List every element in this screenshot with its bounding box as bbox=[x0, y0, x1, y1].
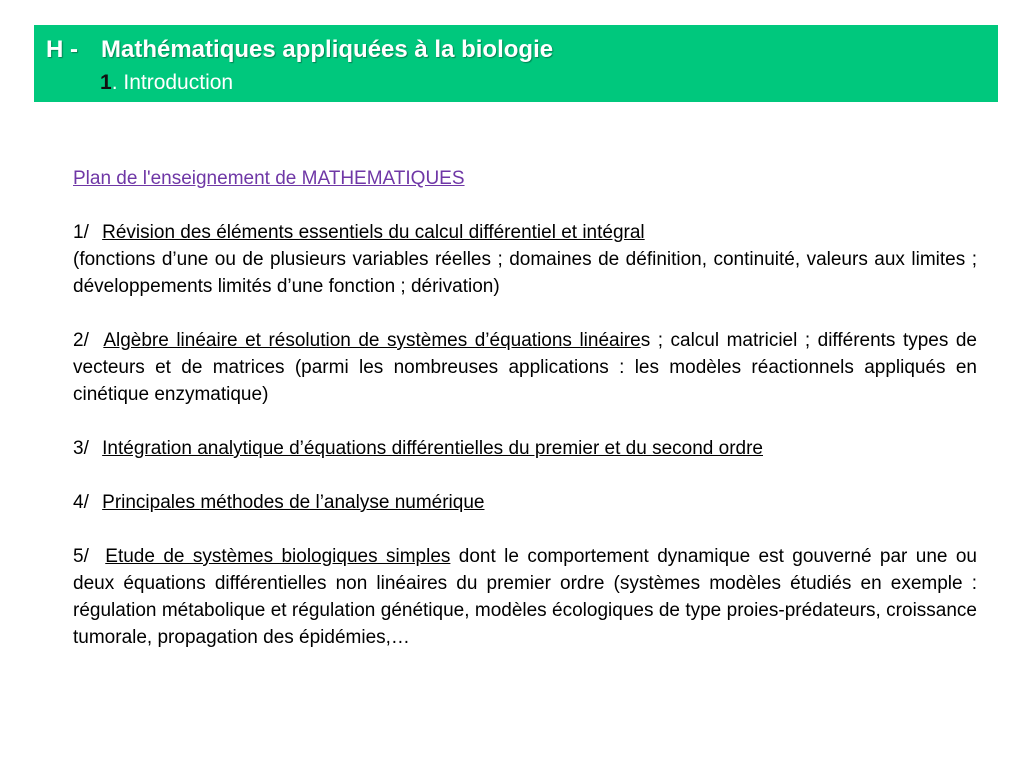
item-text: dont le comportement dynamique est gouverné par une ou deux équations différentielles non linéaires du premier ordre (systèmes modèles étudiés en exemple : régulation métabolique et régulation génétique, modèles écologiques de type proies-prédateurs, croissance tumorale, propagation des épidémies,… bbox=[73, 546, 977, 648]
item-heading: Principales méthodes de l’analyse numérique bbox=[102, 492, 485, 513]
title-text: Mathématiques appliquées à la biologie bbox=[101, 36, 554, 63]
slide-title bbox=[46, 36, 553, 64]
item-number: 5/ bbox=[73, 546, 89, 567]
list-item bbox=[73, 543, 977, 651]
item-number: 1/ bbox=[73, 222, 89, 243]
item-number: 2/ bbox=[73, 330, 89, 351]
slide-content bbox=[73, 165, 977, 678]
list-item bbox=[73, 489, 977, 516]
list-item bbox=[73, 327, 977, 408]
item-heading: Etude de systèmes biologiques simples bbox=[105, 546, 451, 567]
item-detail: (fonctions d’une ou de plusieurs variables réelles ; domaines de définition, continuité, valeurs aux limites ; développements limités d’une fonction ; dérivation) bbox=[73, 249, 977, 297]
list-item bbox=[73, 435, 977, 462]
item-heading: Algèbre linéaire et résolution de systèmes d’équations linéaire bbox=[103, 330, 641, 351]
plan-title: Plan de l'enseignement de MATHEMATIQUES bbox=[73, 168, 465, 189]
item-number: 4/ bbox=[73, 492, 89, 513]
item-heading: Intégration analytique d’équations différentielles du premier et du second ordre bbox=[102, 438, 763, 459]
section-title: . Introduction bbox=[111, 71, 234, 94]
title-prefix: H - bbox=[46, 36, 78, 63]
item-text: s ; calcul matriciel ; différents types de vecteurs et de matrices (parmi les nombreuses applications : les modèles réactionnels appliqués en cinétique enzymatique) bbox=[73, 330, 978, 405]
header-banner bbox=[34, 25, 998, 102]
item-number: 3/ bbox=[73, 438, 89, 459]
section-subtitle bbox=[100, 71, 233, 95]
section-number: 1 bbox=[100, 71, 112, 94]
list-item bbox=[73, 219, 977, 300]
item-heading: Révision des éléments essentiels du calcul différentiel et intégral bbox=[102, 222, 645, 243]
